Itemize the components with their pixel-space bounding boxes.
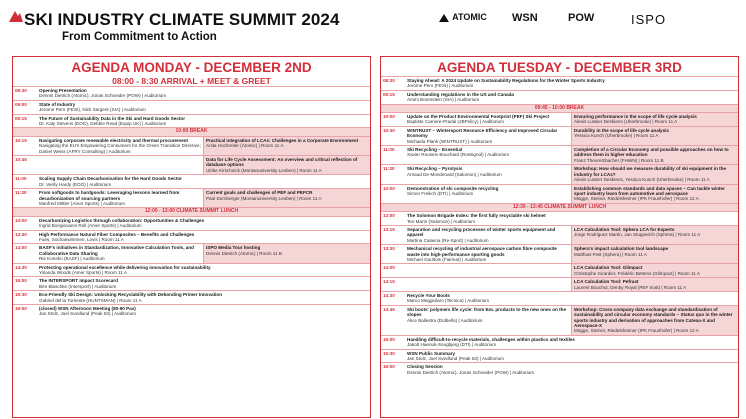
tuesday-time: 10:00 <box>383 114 395 120</box>
tuesday-session-title: Recycle Your Boots <box>407 293 450 298</box>
monday-sessions <box>37 264 370 277</box>
monday-row <box>13 114 370 128</box>
tuesday-rows <box>381 76 738 376</box>
monday-session-title: Decarbonizing Logistics through collaboration: Opportunities & Challenges <box>39 217 205 223</box>
tuesday-session-title: Ski Recycling – Pyrolysis <box>407 166 463 172</box>
tuesday-sessions <box>405 77 738 90</box>
monday-time: 15:30 <box>15 292 27 298</box>
tuesday-session-title: The Solomon Brigade Index: the first fully recyclable ski helmet <box>407 213 546 219</box>
tuesday-parallel-session <box>571 185 738 203</box>
monday-row <box>13 127 370 135</box>
monday-row <box>13 304 370 318</box>
tuesday-session-title: Handling difficult-to-recycle materials, challenges within plastics and textiles <box>407 336 575 342</box>
tuesday-parallel-title: Establishing common standards and data spaces – Can tackle winter sport industry learn from automotive and aerospace <box>574 185 725 196</box>
monday-time: 16:00 <box>15 306 27 311</box>
tuesday-parallel-session <box>571 306 738 335</box>
tuesday-session-detail: Baptiste Carriere-Pradal (2BPolicy) | Auditorium <box>407 119 504 125</box>
monday-parallel-detail: Anita Hochreiter (Atomic) | Room 11 A <box>206 143 284 149</box>
tuesday-session-title: Separation and recycling processes of winter sports equipment and apparel <box>407 226 556 238</box>
monday-sessions <box>37 175 370 188</box>
monday-time: 09:15 <box>15 115 27 121</box>
tuesday-session <box>405 245 571 263</box>
tuesday-time: 16:00 <box>383 364 395 370</box>
tuesday-session-title: Update on the Product Environmental Footprint (PEF) Ski Project <box>407 114 550 120</box>
tuesday-parallel-detail: Christophe Girardier, Frédéric Bettens (Glimpact) | Room 11 A <box>574 270 700 276</box>
tuesday-session-detail: Ammi Borenstein (SIA) | Auditorium <box>407 97 480 103</box>
tuesday-session-title: WINTRUST – Wintersport Resource Efficiency and Improved Circular Economy <box>407 127 558 139</box>
monday-session-detail: Manfred Mittler (Amer Sports) | Auditorium <box>39 200 125 206</box>
tuesday-session <box>405 146 571 164</box>
tuesday-sessions <box>405 226 738 244</box>
monday-parallel-title: ISPO Media Tour hosting <box>206 245 261 251</box>
monday-session-title: Scaling Supply Chain Decarbonisation for the Hard Goods Sector <box>39 176 182 182</box>
tuesday-sessions <box>405 165 738 183</box>
monday-sessions <box>37 217 370 230</box>
monday-session <box>37 137 203 155</box>
monday-session-title: The Future of Sustainability Data in the Ski and Hard Goods Sector <box>39 115 185 121</box>
monday-parallel-session <box>203 189 370 207</box>
tuesday-time: 14:15 <box>383 279 395 285</box>
tuesday-session-detail: Martina Calavna (Re-Sport) | Auditorium <box>407 237 489 243</box>
tuesday-session <box>405 113 571 126</box>
monday-parallel-title: Data for Life Cycle Assessment: An overview and critical reflection of database options <box>206 157 358 168</box>
tuesday-session-title: Staying Ahead: A 2024 Update on Sustainability Regulations for the Winter Sports Industry <box>407 78 605 83</box>
monday-session-detail: Dr. Katy Stevens (EOG), Debbie Read (Equip UK) | Auditorium <box>39 121 167 127</box>
tuesday-session <box>405 226 571 244</box>
summit-subtitle: From Commitment to Action <box>62 31 217 43</box>
tuesday-row <box>381 225 738 244</box>
tuesday-parallel-title: Workshop: How should we measure durability of ski equipment in the industry for LCAs? <box>574 166 727 177</box>
monday-session <box>37 305 370 318</box>
monday-parallel-session <box>203 137 370 155</box>
monday-time: 10:45 <box>15 157 27 163</box>
tuesday-parallel-detail: Yessica Kunch (Uherbrooke) | Room 11 A <box>574 133 659 139</box>
tuesday-sessions <box>405 212 738 225</box>
monday-time: 11:00 <box>15 176 27 182</box>
monday-session-detail: Navigating the EU's Empowering Consumers for the Green Transition Directive; Daniel Weiss (AFRY Consulting) | Auditorium <box>39 143 201 154</box>
monday-session-title: Navigating corporate renewable electricity and thermal procurement <box>39 137 189 143</box>
tuesday-time: 12:00 <box>383 185 395 191</box>
monday-session-detail: Jan Stolz, Joel Svedlund (Peak 63) | Auditorium <box>39 311 136 317</box>
tuesday-sessions <box>405 264 738 277</box>
monday-time: 13:30 <box>15 231 27 237</box>
tuesday-row <box>381 349 738 363</box>
tuesday-session-detail: Jakob Haenuk-Sougbjerg (DTI) | Auditorium <box>407 342 497 348</box>
monday-session-title: From softgoods to hardgoods: Leveraging lessons learned from decarbonization of sourcing partners <box>39 190 180 201</box>
tuesday-parallel-title: Sphera's impact calculation tool landscape <box>574 246 669 252</box>
summit-title: SKI INDUSTRY CLIMATE SUMMIT 2024 <box>24 10 340 29</box>
monday-session <box>37 277 370 290</box>
tuesday-row <box>381 211 738 225</box>
tuesday-parallel-detail: Laurent Bouchut, Denby Royal (PEF trust) | Room 11 A <box>574 284 687 290</box>
tuesday-time: 08:30 <box>383 78 395 83</box>
tuesday-break-band: 12:30 - 13:45 CLIMATE SUMMIT LUNCH <box>381 204 738 211</box>
tuesday-time: 14:30 <box>383 293 395 298</box>
tuesday-session <box>405 165 571 183</box>
tuesday-parallel-detail: Matthias Fest (Sphera) | Room 11 A <box>574 251 647 257</box>
monday-session-title: Protecting operational excellence while delivering innovation for sustainability <box>39 264 211 270</box>
tuesday-session-detail: Jerome Pero (FESI) | Auditorium <box>407 83 474 89</box>
monday-session <box>37 87 370 100</box>
monday-session-detail: Yolanda Woods (Amer Sports) | Room 11 A <box>39 269 127 275</box>
monday-row <box>13 290 370 304</box>
tuesday-row <box>381 277 738 291</box>
monday-session <box>37 231 370 244</box>
tuesday-parallel-detail: Jorge Rodriguez Martin, Jan Stupperich (Sphera) | Room 11 A <box>574 232 701 238</box>
monday-parallel-session <box>203 156 370 174</box>
monday-session-title: High Performance Natural Fiber Composites – Benefits and Challenges <box>39 231 195 237</box>
monday-sessions <box>37 87 370 100</box>
tuesday-parallel-title: Completion of a Circular Economy and possible approaches on how to address them in higher education <box>574 147 729 158</box>
monday-time: 11:30 <box>15 190 27 196</box>
tuesday-title: AGENDA TUESDAY - DECEMBER 3RD <box>437 60 682 75</box>
tuesday-parallel-title: Ensuring performance in the scope of life cycle analysis <box>574 114 697 120</box>
monday-rows <box>13 86 370 318</box>
monday-session-detail: Rie Koneko (BASF) | Auditorium <box>39 256 105 262</box>
tuesday-session-title: Closing Session <box>407 364 443 370</box>
ispo-logo: ISPO <box>631 12 667 27</box>
tuesday-parallel-detail: Alexis Lussier Desbiens (Uherbrooke) | Room 11 A <box>574 119 678 125</box>
monday-row <box>13 243 370 262</box>
tuesday-time: 13:15 <box>383 226 395 232</box>
monday-session-detail: Jerome Pero (FESI), Nick Sargent (SIA) | Auditorium <box>39 107 146 113</box>
tuesday-parallel-title: Durability in the scope of life cycle analysis <box>574 127 669 133</box>
monday-row <box>13 136 370 155</box>
tuesday-sessions <box>405 350 738 363</box>
tuesday-parallel-title: LCA Calculation Tool: Glimpact <box>574 265 643 271</box>
tuesday-time: 13:00 <box>383 213 395 219</box>
monday-row <box>13 155 370 174</box>
tuesday-row <box>381 362 738 376</box>
monday-break-band: 10:00 BREAK <box>13 128 370 135</box>
tuesday-session <box>405 212 738 225</box>
atomic-triangle-icon <box>438 13 450 23</box>
monday-session <box>37 264 370 277</box>
monday-sessions <box>37 115 370 128</box>
monday-row <box>13 86 370 100</box>
tuesday-session <box>405 77 738 90</box>
monday-parallel-title: Practical integration of LCAs: Challenges in a Corporate Environment <box>206 137 359 143</box>
tuesday-row <box>381 76 738 90</box>
tuesday-session-title: Ski Recycling – Essential <box>407 147 463 153</box>
tuesday-time: 15:30 <box>383 350 395 356</box>
tuesday-time: 10:30 <box>383 127 395 133</box>
tuesday-row <box>381 184 738 203</box>
tuesday-row <box>381 263 738 277</box>
tuesday-session-detail: Jan Stolz, Joel Svedlund (Peak 63) | Auditorium <box>407 356 504 362</box>
monday-break-band: 12:00 - 13:00 CLIMATE SUMMIT LUNCH <box>13 208 370 215</box>
monday-session <box>37 244 203 262</box>
tuesday-session <box>405 306 571 335</box>
tuesday-session <box>405 278 571 291</box>
monday-row <box>13 263 370 277</box>
monday-row <box>13 276 370 290</box>
pow-logo: POW <box>568 12 595 24</box>
tuesday-session <box>405 264 571 277</box>
monday-time: 14:30 <box>15 264 27 270</box>
monday-row <box>13 100 370 114</box>
tuesday-break-band: 09:45 - 10:00 BREAK <box>381 105 738 112</box>
monday-sessions <box>37 137 370 155</box>
tuesday-sessions <box>405 185 738 203</box>
monday-session <box>37 175 370 188</box>
monday-parallel-detail: Paul Dornberger (Montanuniversity Leoben) | Room 11 A <box>206 195 322 201</box>
tuesday-time: 15:00 <box>383 336 395 342</box>
monday-session-title: Eco-Friendly Ski Design: Unlocking Recyclability with Debonding Primer Innovation <box>39 292 223 298</box>
monday-session-detail: Dr. Verity Hardy (EOG) | Auditorium <box>39 181 112 187</box>
tuesday-session-title: Demonstration of ski composite recycling <box>407 185 499 191</box>
tuesday-row <box>381 335 738 349</box>
monday-parallel-detail: Ulrike Kirschnick (Montanuniversity Leoben) | Room 11 A <box>206 167 322 173</box>
tuesday-session <box>405 363 738 376</box>
tuesday-parallel-session <box>571 113 738 126</box>
monday-session <box>37 189 203 207</box>
tuesday-sessions <box>405 306 738 335</box>
tuesday-session-detail: Marco Meggiolaro (Tecnica) | Auditorium <box>407 298 490 304</box>
monday-session <box>37 156 203 174</box>
tuesday-session-title: Understanding regulations in the US and Canada <box>407 91 514 97</box>
monday-time: 08:30 <box>15 88 27 93</box>
tuesday-row <box>381 164 738 183</box>
monday-sessions <box>37 156 370 174</box>
tuesday-session-detail: Arnaud De-Mondenard (Salomon) | Auditorium <box>407 171 502 177</box>
tuesday-session-title: WSN Public Summary <box>407 350 455 356</box>
monday-session-title: BASF's initiatives in Standardization, Innovative Calculation Tools, and Collaborative Data Sharing <box>39 245 194 256</box>
tuesday-parallel-detail: Alexis Lussier Desbiens, Yessica Kunch (Uherbrooke) | Room 11 A <box>574 177 710 183</box>
monday-agenda <box>12 56 371 418</box>
monday-sessions <box>37 277 370 290</box>
tuesday-session <box>405 336 738 349</box>
tuesday-session-detail: Michael Gaultois (Fairmat) | Auditorium <box>407 256 487 262</box>
tuesday-row <box>381 244 738 263</box>
tuesday-sessions <box>405 146 738 164</box>
tuesday-row <box>381 145 738 164</box>
monday-session-title: Opening Presentation <box>39 88 87 93</box>
atomic-logo-text: ATOMIC <box>452 12 487 22</box>
monday-row <box>13 188 370 207</box>
mountain-logo-icon <box>8 8 24 24</box>
wsn-logo: WSN <box>512 12 538 24</box>
monday-session-detail: Gabriel del la Torriente (HUNTSMAN) | Room 11 A <box>39 297 142 303</box>
tuesday-time: 14:00 <box>383 265 395 271</box>
tuesday-parallel-detail: Mügge, Steiner, Riedelsheimer (IPK Fraunhofer) | Room 12 A <box>574 196 699 202</box>
tuesday-row <box>381 203 738 211</box>
tuesday-sessions <box>405 292 738 305</box>
tuesday-row <box>381 291 738 305</box>
monday-parallel-detail: Dennis Dietrich (Atomic) | Room 11 B <box>206 250 282 256</box>
tuesday-session-detail: Dennis Dietrich (Atomic), Jonas Schneider (POW) | Auditorium <box>407 369 535 375</box>
tuesday-parallel-session <box>571 127 738 145</box>
monday-sessions <box>37 244 370 262</box>
tuesday-time: 11:30 <box>383 166 395 172</box>
monday-session-title: The INTERSPORT Impact Scorecard <box>39 278 118 284</box>
tuesday-sessions <box>405 127 738 145</box>
tuesday-time: 11:00 <box>383 147 395 153</box>
page-header <box>0 0 746 54</box>
monday-session-detail: Fues, Sochanwimmen, Lovis | Room 11 A <box>39 236 124 242</box>
monday-parallel-session <box>203 244 370 262</box>
tuesday-session <box>405 350 738 363</box>
monday-arrival: 08:00 - 8:30 ARRIVAL + MEET & GREET <box>112 76 271 86</box>
monday-time: 13:00 <box>15 217 27 223</box>
monday-session-title: State of Industry <box>39 101 76 107</box>
monday-time: 10:15 <box>15 137 27 143</box>
monday-sessions <box>37 305 370 318</box>
monday-row <box>13 207 370 215</box>
monday-sessions <box>37 189 370 207</box>
tuesday-session <box>405 185 571 203</box>
monday-sessions <box>37 291 370 304</box>
monday-session-detail: Dennis Dietrich (Atomic), Jonas Schneider (POW) | Auditorium <box>39 93 167 99</box>
tuesday-parallel-detail: Franz Theuretzbacher (FHWN) | Room 11 B <box>574 157 664 163</box>
monday-time: 09:00 <box>15 101 27 107</box>
tuesday-session <box>405 91 738 104</box>
tuesday-row <box>381 112 738 126</box>
monday-row <box>13 174 370 188</box>
tuesday-sessions <box>405 245 738 263</box>
tuesday-row <box>381 126 738 145</box>
tuesday-time: 14:45 <box>383 306 395 312</box>
tuesday-sessions <box>405 336 738 349</box>
tuesday-parallel-session <box>571 278 738 291</box>
monday-row <box>13 230 370 244</box>
tuesday-time: 13:30 <box>383 246 395 252</box>
tuesday-sessions <box>405 363 738 376</box>
tuesday-session-detail: Xavier Rousein Bouchard (Rossignol) | Auditorium <box>407 152 510 158</box>
tuesday-parallel-detail: Mügge, Steiner, Riedelsheimer (IPK Fraunhofer) | Room 12 A <box>574 328 699 334</box>
tuesday-row <box>381 90 738 104</box>
tuesday-parallel-title: LCA Calculation Tool: Sphera LCA for Experts <box>574 226 675 232</box>
monday-parallel-title: Current goals and challenges of PEF and PEFCR <box>206 190 313 196</box>
tuesday-parallel-title: Workshop: Cross-company data exchange and standardisation of sustainability and circular economy standards – Status quo in the winter sports industry and derivation of approaches from Catena-X and Aerospace-X <box>574 306 733 329</box>
monday-session <box>37 101 370 114</box>
monday-session-detail: Ben Blaschke (Intersport) | Auditorium <box>39 283 117 289</box>
tuesday-row <box>381 305 738 335</box>
monday-session-detail: Ingrid Bongiovanni Roll (Amer Sports) | Auditorium <box>39 223 142 229</box>
atomic-logo <box>438 12 487 23</box>
tuesday-row <box>381 104 738 112</box>
tuesday-session-detail: Simon Freilich (DTI) | Auditorium <box>407 190 474 196</box>
tuesday-session-detail: Alice Ballestra (Dolbello) | Auditorium <box>407 317 483 323</box>
tuesday-time: 09:15 <box>383 91 395 97</box>
monday-time: 15:00 <box>15 278 27 284</box>
tuesday-session <box>405 292 738 305</box>
tuesday-parallel-title: LCA Calculation Tool: Pefrust <box>574 279 639 285</box>
tuesday-sessions <box>405 91 738 104</box>
tuesday-session-title: Ski boots' polymers life cycle: from EoL products to the new ones on the slopes <box>407 306 567 318</box>
tuesday-parallel-session <box>571 245 738 263</box>
tuesday-sessions <box>405 113 738 126</box>
tuesday-session-detail: Teo Marin (Salomon) | Auditorium <box>407 218 476 224</box>
monday-session <box>37 115 370 128</box>
monday-sessions <box>37 231 370 244</box>
monday-row <box>13 216 370 230</box>
tuesday-session <box>405 127 571 145</box>
tuesday-sessions <box>405 278 738 291</box>
monday-session-title: (closed) WSN Afternoon Meeting (80-90 Pax) <box>39 306 136 311</box>
monday-title: AGENDA MONDAY - DECEMBER 2ND <box>71 60 312 75</box>
monday-session <box>37 217 370 230</box>
monday-time: 14:00 <box>15 245 27 251</box>
tuesday-agenda <box>380 56 739 418</box>
tuesday-session-detail: Michaela Plank (WINTRUST) | Auditorium <box>407 138 493 144</box>
tuesday-session-title: Mechanical recycling of industrial aerospace carbon fibre composite waste into high-performance sporting goods <box>407 246 557 257</box>
tuesday-parallel-session <box>571 146 738 164</box>
monday-sessions <box>37 101 370 114</box>
tuesday-parallel-session <box>571 165 738 183</box>
tuesday-parallel-session <box>571 264 738 277</box>
monday-session <box>37 291 370 304</box>
tuesday-parallel-session <box>571 226 738 244</box>
